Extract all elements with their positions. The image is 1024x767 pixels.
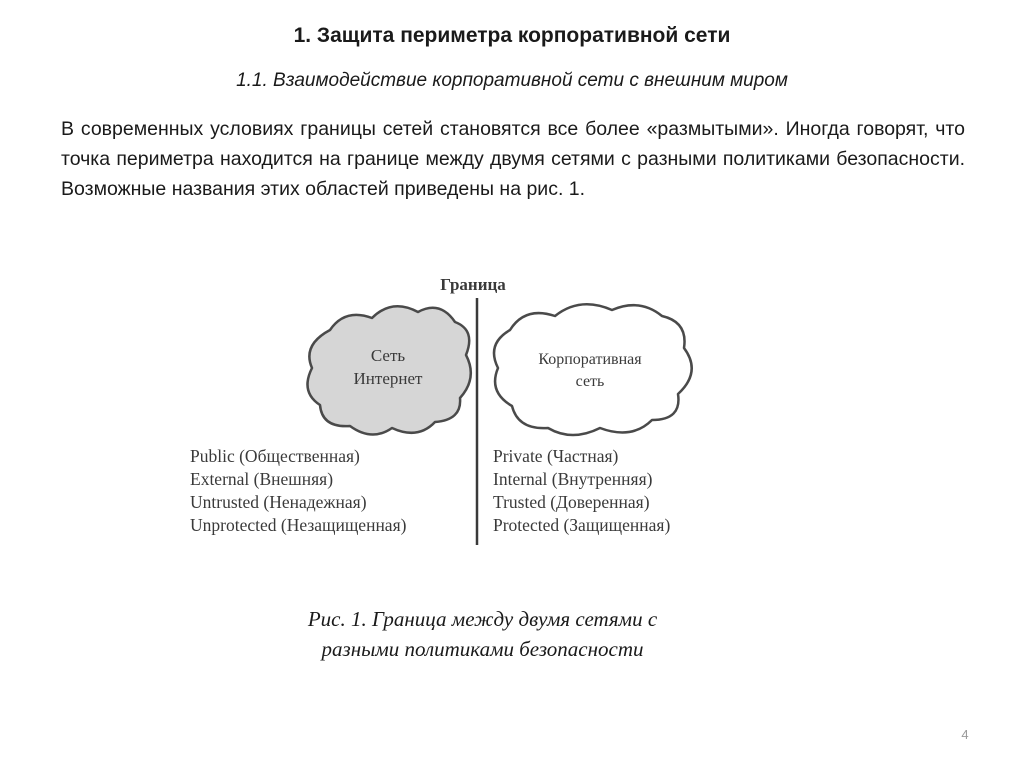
page-number: 4 (961, 727, 969, 742)
left-label-untrusted: Untrusted (Ненадежная) (190, 492, 367, 512)
left-label-public: Public (Общественная) (190, 446, 360, 466)
slide-title: 1. Защита периметра корпоративной сети (293, 24, 731, 47)
left-label-external: External (Внешняя) (190, 469, 334, 489)
right-label-protected: Protected (Защищенная) (493, 515, 671, 535)
internet-cloud-line2: Интернет (353, 369, 423, 388)
border-label: Граница (440, 275, 506, 294)
caption-line-2: разными политиками безопасности (321, 637, 644, 661)
corporate-cloud-line2: сеть (575, 373, 605, 390)
body-paragraph: В современных условиях границы сетей становятся все более «размытыми». Иногда говорят, что точка периметра находится на границе между двумя сетями с разными политиками безопасности. Возможные названия этих областей приведены на рис. 1. (61, 118, 965, 200)
figure-caption (200, 604, 765, 664)
corporate-cloud-shape (494, 304, 692, 435)
right-label-private: Private (Частная) (493, 446, 619, 466)
caption-line-1: Рис. 1. Граница между двумя сетями с (307, 607, 658, 631)
left-label-unprotected: Unprotected (Незащищенная) (190, 515, 407, 535)
right-label-internal: Internal (Внутренняя) (493, 469, 653, 489)
internet-cloud-line1: Сеть (370, 346, 406, 365)
corporate-cloud-line1: Корпоративная (538, 351, 642, 368)
slide-subtitle: 1.1. Взаимодействие корпоративной сети с внешним миром (236, 70, 788, 91)
right-label-trusted: Trusted (Доверенная) (493, 492, 650, 512)
